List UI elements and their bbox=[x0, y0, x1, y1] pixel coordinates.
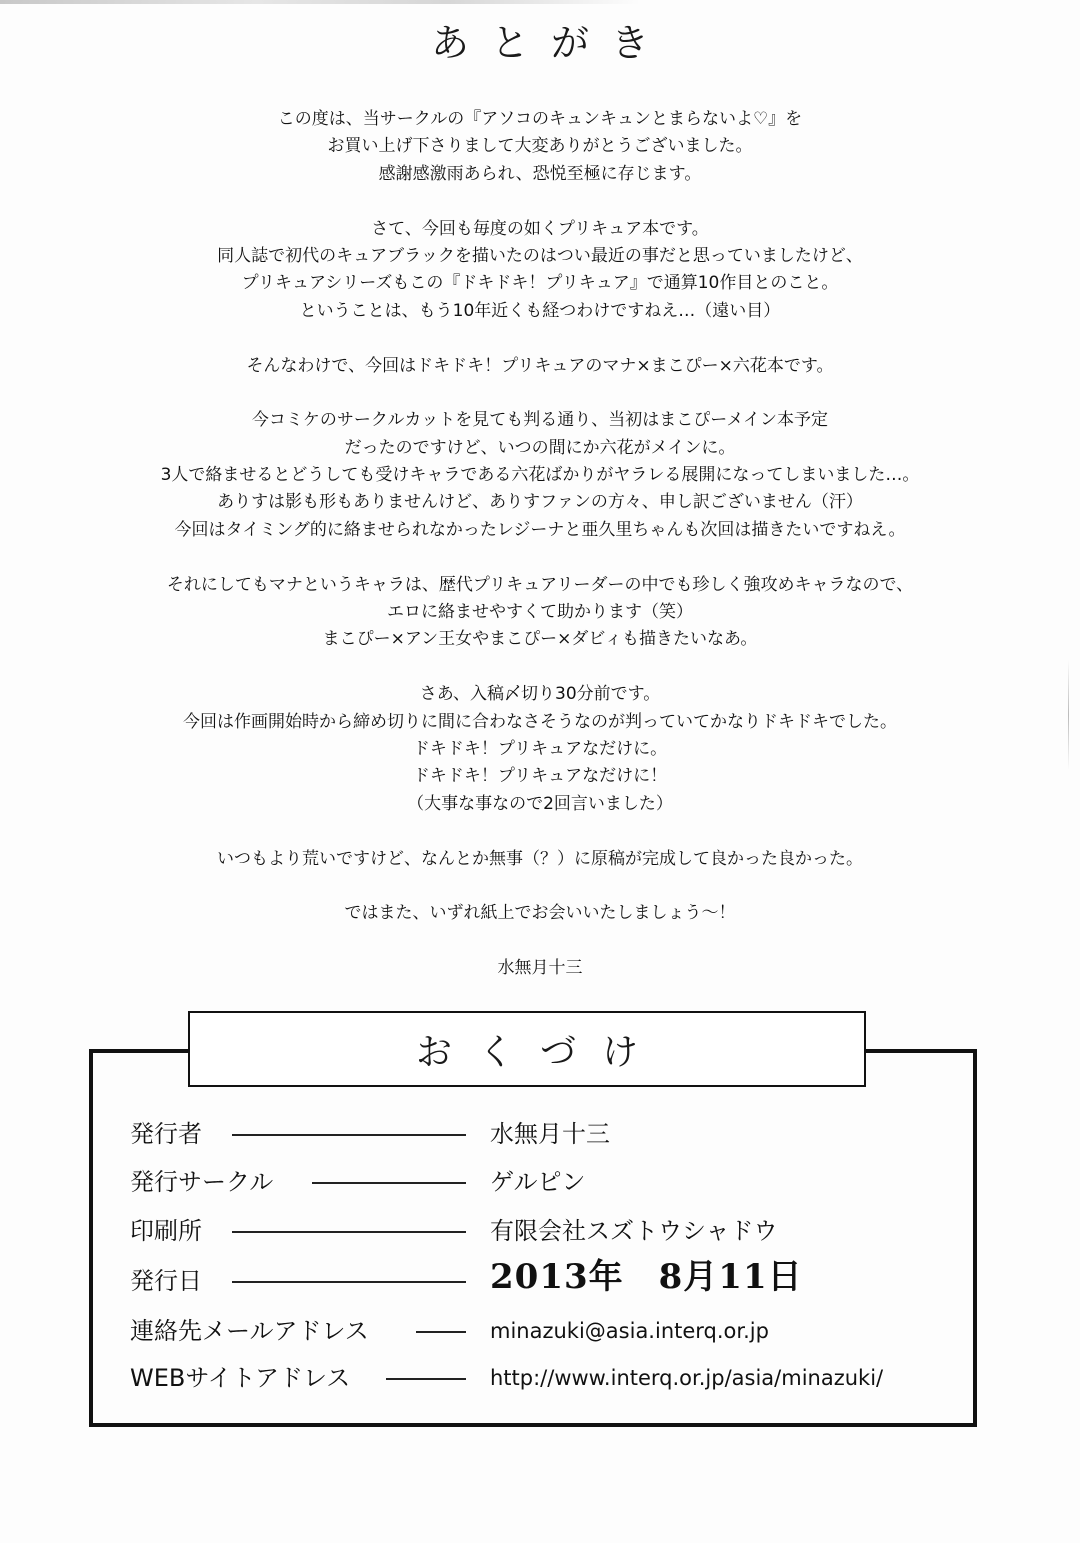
leader-line bbox=[312, 1182, 466, 1184]
afterword-line: （大事な事なので2回言いました） bbox=[407, 793, 673, 814]
colophon-label: WEBサイトアドレス bbox=[130, 1364, 351, 1392]
afterword-line: 今回はタイミング的に絡ませられなかったレジーナと亜久里ちゃんも次回は描きたいですねえ。 bbox=[174, 519, 906, 540]
afterword-line: 3人で絡ませるとどうしても受けキャラである六花ばかりがヤラレる展開になってしまいました…。 bbox=[160, 465, 920, 486]
afterword-line: ドキドキ！プリキュアなだけに。 bbox=[412, 738, 668, 759]
afterword-blank-line bbox=[40, 544, 1040, 571]
leader-line bbox=[232, 1134, 466, 1136]
afterword-line: それにしてもマナというキャラは、歴代プリキュアリーダーの中でも珍しく強攻めキャラなので、 bbox=[166, 574, 914, 595]
colophon-row-date bbox=[130, 1257, 950, 1301]
afterword-line: ではまた、いずれ紙上でお会いいたしましょう～！ bbox=[344, 903, 736, 924]
afterword-blank-line bbox=[40, 928, 1040, 955]
colophon-label: 印刷所 bbox=[130, 1217, 202, 1245]
leader-line bbox=[232, 1281, 466, 1283]
afterword-blank-line bbox=[40, 818, 1040, 845]
afterword-line: 今コミケのサークルカットを見ても判る通り、当初はまこぴーメイン本予定 bbox=[251, 410, 829, 431]
leader-line bbox=[232, 1231, 466, 1233]
colophon-title: おくづけ bbox=[415, 1031, 664, 1073]
afterword-line: この度は、当サークルの『アソコのキュンキュンとまらないよ♡』を bbox=[277, 109, 803, 129]
afterword-line: エロに絡ませやすくて助かります（笑） bbox=[387, 602, 693, 623]
colophon-value-website: http://www.interq.or.jp/asia/minazuki/ bbox=[490, 1366, 884, 1390]
afterword-signature: 水無月十三 bbox=[497, 958, 583, 979]
colophon-row-website bbox=[130, 1358, 950, 1398]
afterword-line: お買い上げ下さりまして大変ありがとうございました。 bbox=[327, 136, 753, 157]
colophon-label: 連絡先メールアドレス bbox=[130, 1317, 369, 1345]
afterword-line: さて、今回も毎度の如くプリキュア本です。 bbox=[371, 218, 709, 239]
colophon-row-printer bbox=[130, 1211, 950, 1251]
colophon-row-publisher bbox=[130, 1114, 950, 1154]
afterword-line: だったのですけど、いつの間にか六花がメインに。 bbox=[344, 437, 736, 458]
colophon-value: ゲルピン bbox=[490, 1168, 586, 1196]
leader-line bbox=[416, 1331, 466, 1333]
afterword-line: まこぴー×アン王女やまこぴー×ダビィも描きたいなあ。 bbox=[322, 629, 758, 650]
colophon-label: 発行日 bbox=[130, 1267, 202, 1295]
afterword-line: ありすは影も形もありませんけど、ありすファンの方々、申し訳ございません（汗） bbox=[217, 492, 863, 513]
afterword-blank-line bbox=[40, 873, 1040, 900]
afterword-line: さあ、入稿〆切り30分前です。 bbox=[419, 684, 661, 705]
colophon-label: 発行サークル bbox=[130, 1168, 274, 1196]
leader-line bbox=[386, 1378, 466, 1380]
afterword-blank-line bbox=[40, 380, 1040, 407]
afterword-body bbox=[40, 106, 1040, 983]
scan-margin-mark bbox=[1068, 660, 1069, 770]
afterword-blank-line bbox=[40, 188, 1040, 215]
afterword-line: 感謝感激雨あられ、恐悦至極に存じます。 bbox=[378, 163, 702, 184]
colophon-value: 有限会社スズトウシャドウ bbox=[490, 1217, 778, 1245]
colophon-value-date: 2013年 8月11日 bbox=[490, 1257, 803, 1297]
afterword-title: あとがき bbox=[430, 21, 671, 65]
colophon-value: 水無月十三 bbox=[490, 1120, 610, 1148]
afterword-line: 今回は作画開始時から締め切りに間に合わなさそうなのが判っていてかなりドキドキでした。 bbox=[183, 711, 897, 732]
afterword-line: ドキドキ！プリキュアなだけに！ bbox=[412, 766, 668, 787]
afterword-line: 同人誌で初代のキュアブラックを描いたのはつい最近の事だと思っていましたけど、 bbox=[217, 245, 863, 266]
afterword-blank-line bbox=[40, 325, 1040, 352]
afterword-line: プリキュアシリーズもこの『ドキドキ！プリキュア』で通算10作目とのこと。 bbox=[241, 273, 839, 294]
colophon-row-circle bbox=[130, 1162, 950, 1202]
scan-edge-artifact bbox=[0, 0, 640, 4]
afterword-line: いつもより荒いですけど、なんとか無事（？）に原稿が完成して良かった良かった。 bbox=[217, 848, 863, 869]
afterword-line: ということは、もう10年近くも経つわけですねえ…（遠い目） bbox=[299, 300, 781, 321]
colophon-row-email bbox=[130, 1311, 950, 1351]
afterword-blank-line bbox=[40, 654, 1040, 681]
colophon-label: 発行者 bbox=[130, 1120, 202, 1148]
colophon-value-email: minazuki@asia.interq.or.jp bbox=[490, 1319, 769, 1343]
afterword-line: そんなわけで、今回はドキドキ！プリキュアのマナ×まこぴー×六花本です。 bbox=[246, 355, 834, 376]
colophon-title-box bbox=[188, 1011, 866, 1087]
